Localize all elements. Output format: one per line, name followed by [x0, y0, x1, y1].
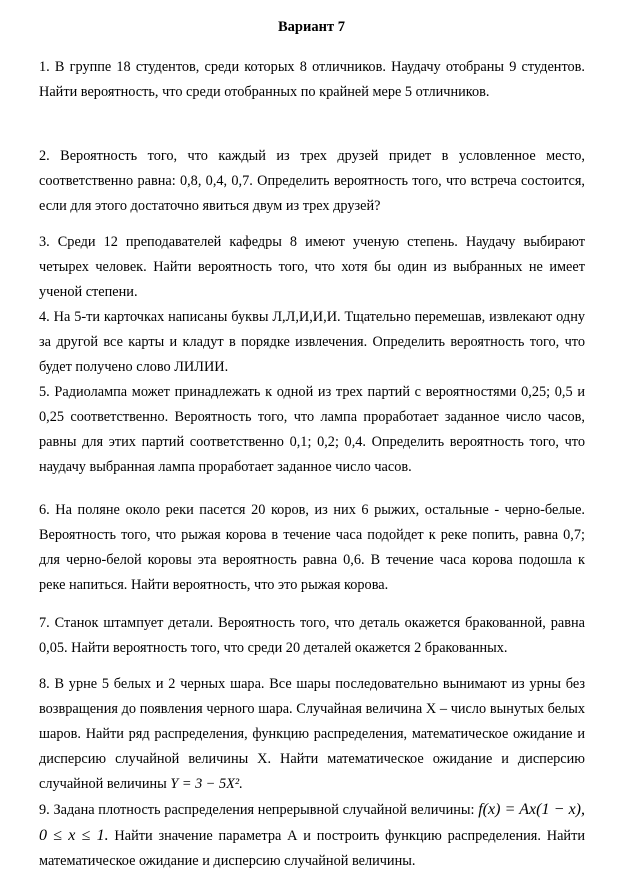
problem-7: 7. Станок штампует детали. Вероятность того, что деталь окажется бракованной, равна 0,05. Найти вероятность того, что среди 20 деталей окажется 2 бракованных. [39, 615, 585, 656]
problem-9 [39, 797, 585, 874]
problem-9-text-before: 9. Задана плотность распределения непрерывной случайной величины: [39, 802, 475, 818]
problem-1: 1. В группе 18 студентов, среди которых 8 отличников. Наудачу отобраны 9 студентов. Найти вероятность, что среди отобранных по крайней мере 5 отличников. [39, 59, 585, 100]
problem-9-formula: f(x) = Ax(1 − x), 0 ≤ x ≤ 1. [39, 801, 585, 844]
page-title: Вариант 7 [278, 19, 345, 35]
problem-9-text-after: Найти значение параметра А и построить функцию распределения. Найти математическое ожидание и дисперсию случайной величины. [39, 828, 585, 869]
problem-6: 6. На поляне около реки пасется 20 коров, из них 6 рыжих, остальные - черно-белые. Вероятность того, что рыжая корова в течение часа подойдет к реке попить, равна 0,7; для черно-белой коровы эта вероятность равна 0,6. В течение часа корова подошла к реке напиться. Найти вероятность, что это рыжая корова. [39, 502, 585, 593]
problem-2: 2. Вероятность того, что каждый из трех друзей придет в условленное место, соответственно равна: 0,8, 0,4, 0,7. Определить вероятность того, что встреча состоится, если для этого достаточно явиться двум из трех друзей? [39, 148, 585, 214]
problem-3: 3. Среди 12 преподавателей кафедры 8 имеют ученую степень. Наудачу выбирают четырех человек. Найти вероятность того, что хотя бы один из выбранных не имеет ученой степени. [39, 234, 585, 300]
problem-5: 5. Радиолампа может принадлежать к одной из трех партий с вероятностями 0,25; 0,5 и 0,25 соответственно. Вероятность того, что лампа проработает заданное число часов, равны для этих партий соответственно 0,1; 0,2; 0,4. Определить вероятность того, что наудачу выбранная лампа проработает заданное число часов. [39, 384, 585, 475]
problem-8-text: 8. В урне 5 белых и 2 черных шара. Все шары последовательно вынимают из урны без возвращения до появления черного шара. Случайная величина Х – число вынутых белых шаров. Найти ряд распределения, функцию распределения, математическое ожидание и дисперсию случайной величины Х. Найти математическое ожидание и дисперсию случайной величины [39, 676, 585, 792]
problem-8 [39, 672, 585, 797]
problem-8-formula: Y = 3 − 5X². [170, 776, 243, 792]
problem-4: 4. На 5-ти карточках написаны буквы Л,Л,И,И,И. Тщательно перемешав, извлекают одну за другой все карты и кладут в порядке извлечения. Определить вероятность того, что будет получено слово ЛИЛИИ. [39, 309, 585, 375]
